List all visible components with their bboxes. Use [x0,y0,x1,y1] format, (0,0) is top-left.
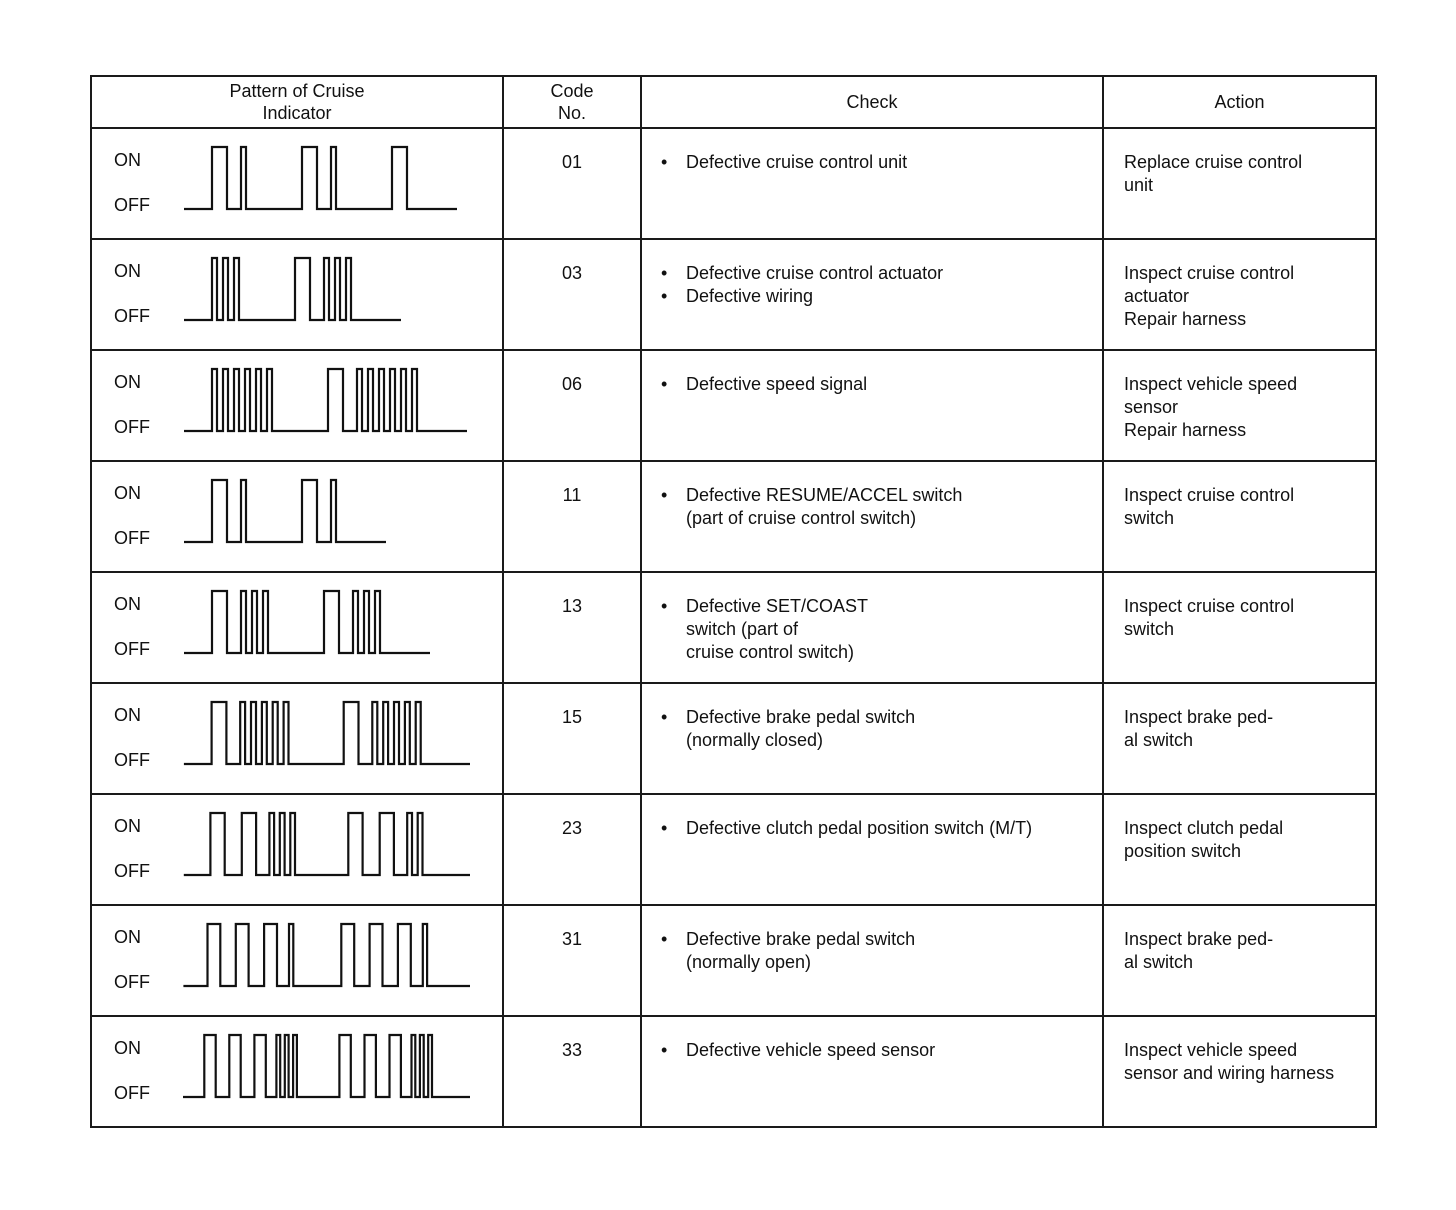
check-list [642,795,1102,840]
action-text: Inspect clutch pedal position switch [1124,818,1284,861]
check-cell [641,794,1103,905]
action-cell [1103,461,1376,572]
code-cell [503,239,641,350]
action-cell [1103,128,1376,239]
pattern-cell [91,128,503,239]
header-action: Action [1103,76,1376,128]
pattern-cell [91,794,503,905]
header-check: Check [641,76,1103,128]
code-cell [503,794,641,905]
check-item: • Defective wiring [686,285,1092,308]
waveform-line [184,258,401,320]
check-item: • Defective brake pedal switch (normally open) [686,928,1092,974]
on-label: ON [114,594,141,614]
table-row [91,239,1376,350]
code-number: 01 [561,152,583,172]
check-cell [641,461,1103,572]
pattern-cell [91,905,503,1016]
check-item: • Defective speed signal [686,373,1092,396]
waveform-line [183,924,470,986]
action-cell [1103,905,1376,1016]
code-number: 11 [562,485,582,505]
waveform-line [184,813,470,875]
table-row [91,794,1376,905]
pattern-cell [91,1016,503,1127]
indicator-waveform [180,920,480,992]
indicator-waveform [180,698,480,770]
check-cell [641,128,1103,239]
table-body [91,128,1376,1127]
on-label: ON [114,816,141,836]
check-item: • Defective SET/COAST switch (part of cruise control switch) [686,595,1092,664]
check-list [642,240,1102,308]
indicator-waveform [180,254,480,326]
check-list [642,684,1102,752]
off-label: OFF [114,306,150,326]
code-cell [503,461,641,572]
check-cell [641,683,1103,794]
off-label: OFF [114,972,150,992]
off-label: OFF [114,861,150,881]
check-cell [641,350,1103,461]
table-row [91,572,1376,683]
code-number: 33 [561,1040,583,1060]
on-label: ON [114,150,141,170]
pattern-cell [91,683,503,794]
check-list [642,573,1102,664]
code-number: 31 [561,929,583,949]
action-cell [1103,572,1376,683]
code-cell [503,128,641,239]
waveform-line [184,702,470,764]
off-label: OFF [114,639,150,659]
on-label: ON [114,372,141,392]
table-row [91,350,1376,461]
code-cell [503,905,641,1016]
off-label: OFF [114,417,150,437]
check-cell [641,905,1103,1016]
action-cell [1103,794,1376,905]
table-row [91,128,1376,239]
code-number: 15 [561,707,583,727]
code-number: 03 [561,263,583,283]
check-item: • Defective clutch pedal position switch (M/T) [686,817,1092,840]
waveform-line [183,1035,470,1097]
action-text: Inspect cruise control actuator Repair harness [1124,263,1295,329]
code-number: 06 [561,374,583,394]
off-label: OFF [114,195,150,215]
code-cell [503,683,641,794]
check-list [642,351,1102,396]
pattern-cell [91,461,503,572]
indicator-waveform [180,1031,480,1103]
action-cell [1103,239,1376,350]
table-row [91,683,1376,794]
code-number: 23 [561,818,583,838]
action-text: Inspect vehicle speed sensor Repair harness [1124,374,1298,440]
code-cell [503,1016,641,1127]
code-number: 13 [561,596,583,616]
on-label: ON [114,261,141,281]
header-row [91,76,1376,128]
check-cell [641,1016,1103,1127]
header-pattern: Pattern of Cruise Indicator [91,76,503,128]
code-cell [503,350,641,461]
action-cell [1103,1016,1376,1127]
action-text: Inspect vehicle speed sensor and wiring harness [1124,1040,1335,1083]
check-list [642,462,1102,530]
action-cell [1103,350,1376,461]
check-item: • Defective cruise control actuator [686,262,1092,285]
indicator-waveform [180,809,480,881]
action-text: Inspect cruise control switch [1124,596,1295,639]
table-row [91,1016,1376,1127]
waveform-line [184,147,457,209]
indicator-waveform [180,143,480,215]
action-text: Inspect brake ped- al switch [1124,707,1274,750]
check-item: • Defective vehicle speed sensor [686,1039,1092,1062]
check-item: • Defective brake pedal switch (normally closed) [686,706,1092,752]
check-item: • Defective RESUME/ACCEL switch (part of cruise control switch) [686,484,1092,530]
indicator-waveform [180,587,480,659]
waveform-line [184,480,386,542]
code-cell [503,572,641,683]
waveform-line [184,591,430,653]
pattern-cell [91,572,503,683]
on-label: ON [114,1038,141,1058]
on-label: ON [114,483,141,503]
indicator-waveform [180,476,480,548]
on-label: ON [114,927,141,947]
check-cell [641,572,1103,683]
diagnostic-code-table [90,75,1377,1128]
table-row [91,461,1376,572]
check-list [642,1017,1102,1062]
action-text: Inspect cruise control switch [1124,485,1295,528]
action-cell [1103,683,1376,794]
check-list [642,906,1102,974]
on-label: ON [114,705,141,725]
pattern-cell [91,239,503,350]
off-label: OFF [114,750,150,770]
off-label: OFF [114,528,150,548]
check-item: • Defective cruise control unit [686,151,1092,174]
action-text: Replace cruise control unit [1124,152,1303,195]
indicator-waveform [180,365,480,437]
check-list [642,129,1102,174]
action-text: Inspect brake ped- al switch [1124,929,1274,972]
check-cell [641,239,1103,350]
waveform-line [184,369,467,431]
header-code: Code No. [503,76,641,128]
off-label: OFF [114,1083,150,1103]
pattern-cell [91,350,503,461]
table-row [91,905,1376,1016]
